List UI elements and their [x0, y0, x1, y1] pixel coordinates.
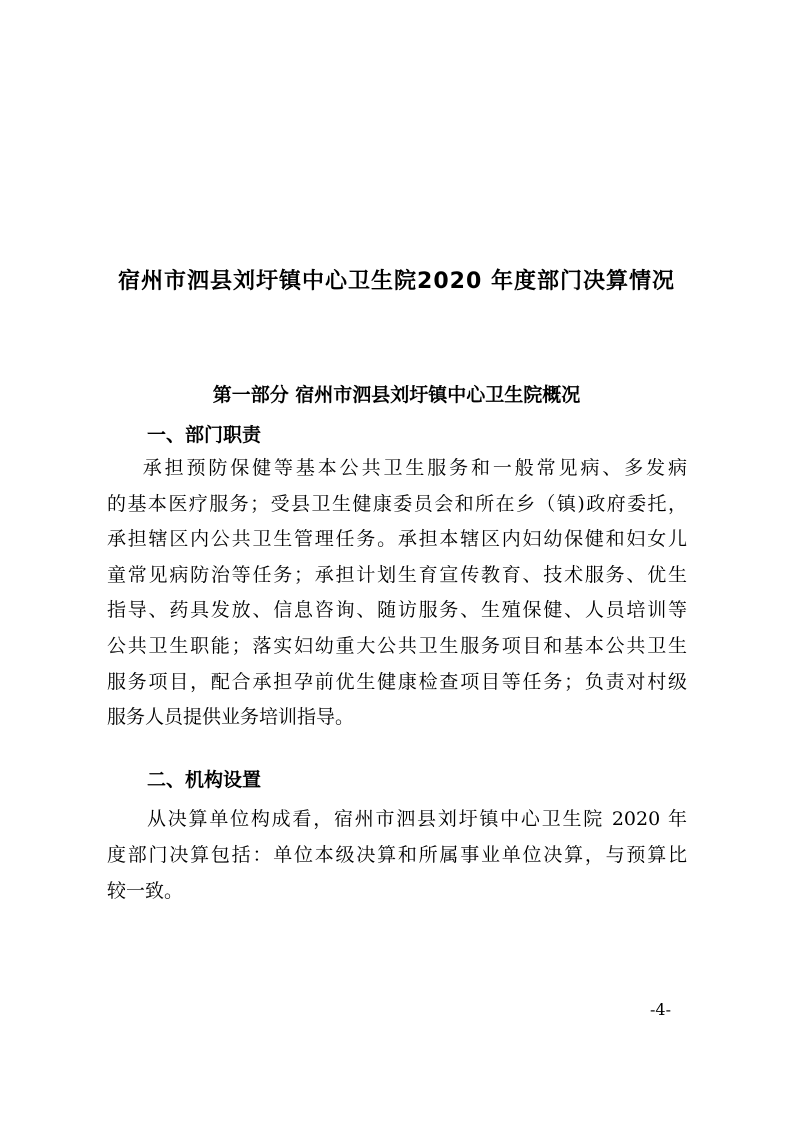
paragraph-line: 度部门决算包括：单位本级决算和所属事业单位决算，与预算比 [107, 844, 687, 866]
section-heading-organization: 二、机构设置 [147, 769, 262, 791]
paragraph-duties [107, 451, 687, 736]
paragraph-organization-cont [107, 838, 687, 909]
paragraph-line: 的基本医疗服务；受县卫生健康委员会和所在乡（镇)政府委托， [107, 492, 687, 515]
paragraph-line: 服务人员提供业务培训指导。 [107, 706, 355, 729]
part-title: 第一部分 宿州市泗县刘圩镇中心卫生院概况 [212, 384, 581, 406]
document-title: 宿州市泗县刘圩镇中心卫生院2020 年度部门决算情况 [118, 269, 675, 294]
paragraph-line: 从决算单位构成看，宿州市泗县刘圩镇中心卫生院 2020 年 [147, 808, 687, 830]
paragraph-line: 服务项目，配合承担孕前优生健康检查项目等任务；负责对村级 [107, 670, 687, 693]
paragraph-organization [147, 802, 687, 838]
paragraph-line: 承担辖区内公共卫生管理任务。承担本辖区内妇幼保健和妇女儿 [107, 528, 687, 551]
paragraph-line: 公共卫生职能；落实妇幼重大公共卫生服务项目和基本公共卫生 [107, 634, 687, 657]
section-heading-duties: 一、部门职责 [147, 424, 262, 446]
paragraph-line: 童常见病防治等任务；承担计划生育宣传教育、技术服务、优生 [107, 563, 687, 586]
page-number: -4- [650, 1000, 671, 1019]
paragraph-line: 指导、药具发放、信息咨询、随访服务、生殖保健、人员培训等 [107, 599, 687, 622]
paragraph-line: 较一致。 [107, 879, 184, 902]
paragraph-line: 承担预防保健等基本公共卫生服务和一般常见病、多发病 [107, 457, 687, 479]
